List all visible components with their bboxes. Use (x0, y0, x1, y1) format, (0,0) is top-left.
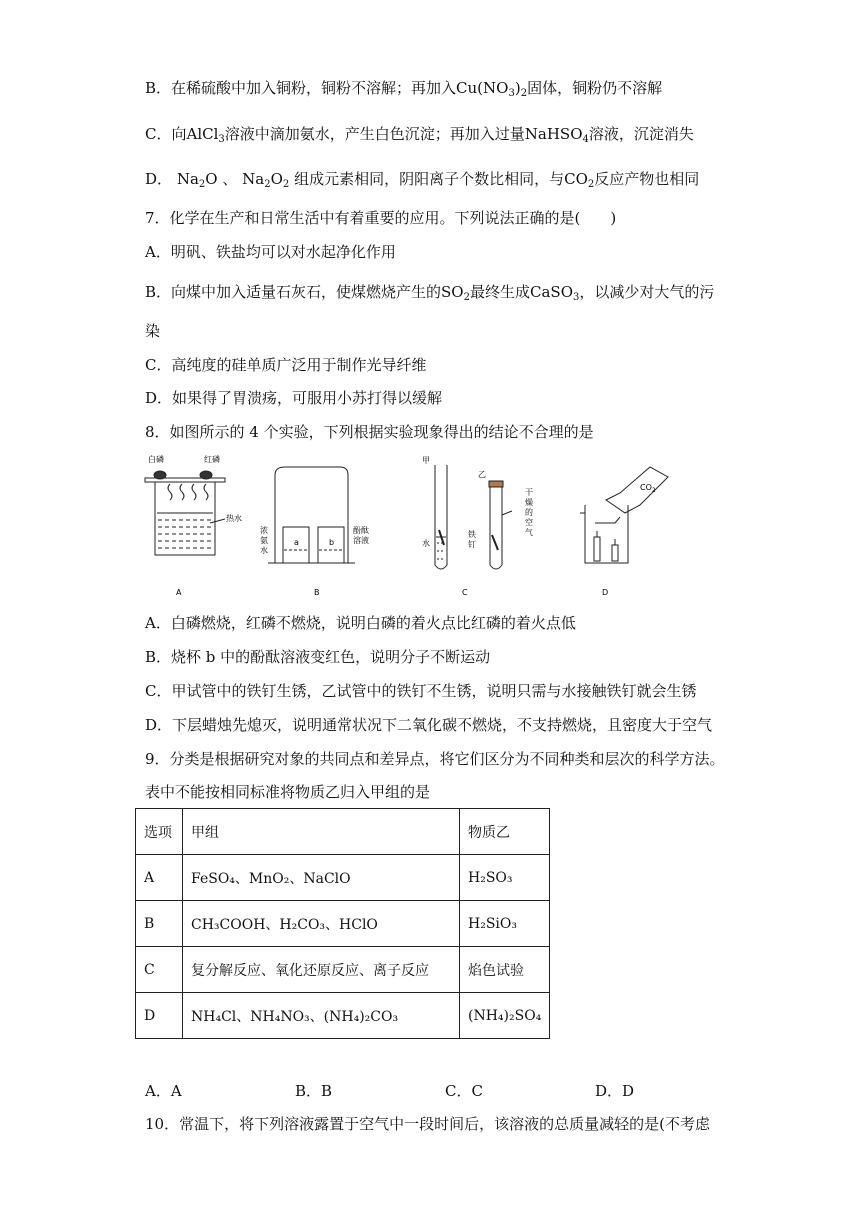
classification-table (135, 808, 550, 1039)
q9-answer-a: A．A (145, 1082, 182, 1100)
experiment-c (435, 465, 512, 569)
label-phenolphthalein-1: 酚酞 (353, 526, 369, 535)
row-option: B (136, 901, 183, 947)
q7-option-c: C．高纯度的硅单质广泛用于制作光导纤维 (145, 356, 427, 374)
row-group: CH₃COOH、H₂CO₃、HClO (183, 901, 460, 947)
label-hot-water: 热水 (226, 514, 242, 523)
caption-d: D (602, 588, 609, 597)
q8-option-d: D．下层蜡烛先熄灭，说明通常状况下二氧化碳不燃烧，不支持燃烧，且密度大于空气 (145, 716, 713, 734)
table-row (136, 947, 550, 993)
row-substance: (NH₄)₂SO₄ (460, 993, 550, 1039)
row-option: D (136, 993, 183, 1039)
q7-stem: 7．化学在生产和日常生活中有着重要的应用。下列说法正确的是( ) (145, 209, 617, 227)
header-option: 选项 (136, 809, 183, 855)
table-row (136, 901, 550, 947)
q6-option-b: B．在稀硫酸中加入铜粉，铜粉不溶解；再加入$Cu(NO_3)_2$固体，铜粉仍不溶解 (145, 79, 663, 99)
label-ammonia-2: 氨 (260, 536, 268, 545)
q9-stem: 9．分类是根据研究对象的共同点和差异点，将它们区分为不同种类和层次的科学方法。 (145, 750, 725, 768)
header-group: 甲组 (183, 809, 460, 855)
q6-option-d: D． $Na_2O$ 、 $Na_2O_2$ 组成元素相同，阴阳离子个数比相同，与$CO_2$反应产物也相同 (145, 170, 700, 190)
q9-answer-c: C．C (445, 1082, 483, 1100)
table-header-row (136, 809, 550, 855)
label-beaker-b: b (329, 538, 335, 547)
label-tube-yi: 乙 (478, 470, 486, 479)
experiment-a (145, 471, 225, 555)
label-co2: $CO_2$ (640, 483, 656, 494)
row-substance: 焰色试验 (460, 947, 550, 993)
q7-option-d: D．如果得了胃溃疡，可服用小苏打得以缓解 (145, 389, 443, 407)
label-ammonia-3: 水 (260, 546, 268, 555)
q6-option-c: C．向AlCl$_3$溶液中滴加氨水，产生白色沉淀；再加入过量NaHSO$_4$溶液，沉淀消失 (145, 125, 694, 145)
row-substance: H₂SO₃ (460, 855, 550, 901)
q7-option-b: B．向煤中加入适量石灰石，使煤燃烧产生的$SO_2$最终生成CaSO$_3$，以减少对大气的污 (145, 283, 715, 303)
row-substance: H₂SiO₃ (460, 901, 550, 947)
label-phenolphthalein-2: 溶液 (353, 536, 369, 545)
label-ammonia-1: 浓 (260, 526, 268, 535)
label-nail-1: 铁 (468, 530, 476, 539)
row-option: A (136, 855, 183, 901)
label-water-c: 水 (422, 539, 430, 548)
q9-answer-d: D．D (595, 1082, 635, 1100)
label-red-phosphorus: 红磷 (204, 455, 220, 464)
experiment-d (580, 467, 668, 563)
row-group: FeSO₄、MnO₂、NaClO (183, 855, 460, 901)
label-tube-jia: 甲 (422, 456, 430, 465)
q8-option-c: C．甲试管中的铁钉生锈，乙试管中的铁钉不生锈，说明只需与水接触铁钉就会生锈 (145, 682, 697, 700)
label-dry-air-3: 的 (525, 508, 533, 517)
q8-stem: 8．如图所示的 4 个实验，下列根据实验现象得出的结论不合理的是 (145, 423, 594, 441)
header-substance: 物质乙 (460, 809, 550, 855)
q8-option-a: A．白磷燃烧，红磷不燃烧，说明白磷的着火点比红磷的着火点低 (145, 614, 576, 632)
label-white-phosphorus: 白磷 (148, 455, 164, 464)
q7-option-b-continued: 染 (145, 322, 161, 340)
q9-stem-continued: 表中不能按相同标准将物质乙归入甲组的是 (145, 783, 431, 801)
table-row (136, 855, 550, 901)
row-group: NH₄Cl、NH₄NO₃、(NH₄)₂CO₃ (183, 993, 460, 1039)
row-option: C (136, 947, 183, 993)
label-dry-air-2: 燥 (525, 498, 533, 507)
q9-answer-b: B．B (295, 1082, 333, 1100)
row-group: 复分解反应、氧化还原反应、离子反应 (183, 947, 460, 993)
caption-c: C (462, 588, 468, 597)
label-dry-air-4: 空 (525, 518, 533, 527)
q8-option-b: B．烧杯 b 中的酚酞溶液变红色，说明分子不断运动 (145, 648, 491, 666)
label-nail-2: 钉 (468, 540, 476, 549)
caption-b: B (314, 588, 320, 597)
experiment-b (268, 467, 355, 563)
q7-option-a: A．明矾、铁盐均可以对水起净化作用 (145, 243, 396, 261)
label-dry-air-1: 干 (525, 488, 533, 497)
q10-stem: 10．常温下，将下列溶液露置于空气中一段时间后，该溶液的总质量减轻的是(不考虑 (145, 1115, 710, 1133)
label-beaker-a: a (294, 538, 299, 547)
caption-a: A (176, 588, 182, 597)
experiment-figure (140, 445, 700, 605)
label-dry-air-5: 气 (525, 528, 533, 537)
table-row (136, 993, 550, 1039)
